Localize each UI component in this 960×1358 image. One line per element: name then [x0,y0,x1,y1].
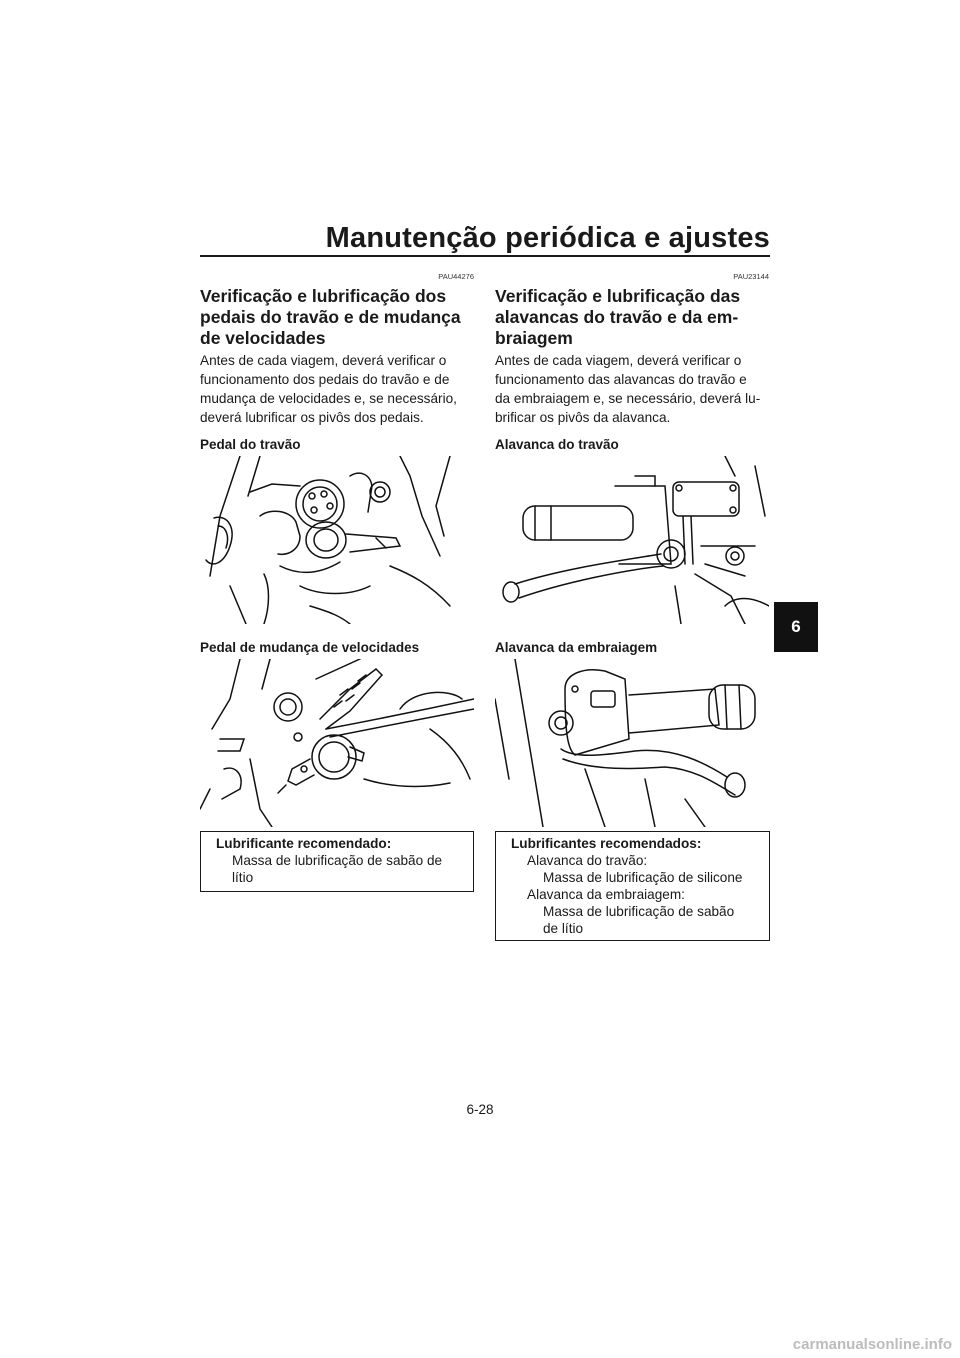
body-line: funcionamento dos pedais do travão e de [200,372,450,387]
watermark: carmanualsonline.info [792,1336,952,1353]
right-column [495,272,769,827]
body-line: mudança de velocidades e, se necessário, [200,391,457,406]
figure-label-clutch-lever: Alavanca da embraiagem [495,640,658,655]
figure-label-shift-pedal: Pedal de mudança de velocidades [200,640,420,655]
section-body [200,351,474,427]
lubricant-line: Massa de lubrificação de sabão de [232,853,443,868]
figure-label-brake-pedal: Pedal do travão [200,437,301,452]
lubricant-title: Lubrificantes recomendados: [511,836,702,851]
lubricant-value: Massa de lubrificação de silicone [543,870,743,885]
lubricant-value: de lítio [543,921,584,936]
title-line: Verificação e lubrificação dos [200,286,447,306]
section-title [200,286,474,349]
title-line: Verificação e lubrificação das [495,286,741,306]
section-code: PAU44276 [438,272,474,281]
brake-lever-illustration [495,456,769,624]
body-line: brificar os pivôs da alavanca. [495,410,671,425]
page-header-title: Manutenção periódica e ajustes [325,222,770,254]
title-line: alavancas do travão e da em- [495,307,739,327]
section-title [495,286,769,349]
body-line: Antes de cada viagem, deverá verificar o [200,353,447,368]
chapter-tab[interactable]: 6 [774,602,818,652]
body-line: Antes de cada viagem, deverá verificar o [495,353,742,368]
brake-pedal-illustration [200,456,474,624]
lubricant-line: lítio [232,870,254,885]
lubricant-item: Alavanca do travão: [527,853,648,868]
section-body [495,351,769,427]
lubricants-box [495,831,770,941]
section-code: PAU23144 [733,272,769,281]
shift-pedal-illustration [200,659,474,827]
title-line: braiagem [495,328,573,348]
figure-label-brake-lever: Alavanca do travão [495,437,619,452]
body-line: funcionamento das alavancas do travão e [495,372,747,387]
lubricant-value: Massa de lubrificação de sabão [543,904,735,919]
header-rule [200,255,770,257]
clutch-lever-illustration [495,659,769,827]
body-line: da embraiagem e, se necessário, deverá lu- [495,391,761,406]
title-line: de velocidades [200,328,326,348]
body-line: deverá lubrificar os pivôs dos pedais. [200,410,424,425]
lubricant-box [200,831,474,892]
lubricant-item: Alavanca da embraiagem: [527,887,685,902]
title-line: pedais do travão e de mudança [200,307,461,327]
page-number: 6-28 [466,1102,494,1117]
left-column [200,272,474,827]
lubricant-title: Lubrificante recomendado: [216,836,392,851]
